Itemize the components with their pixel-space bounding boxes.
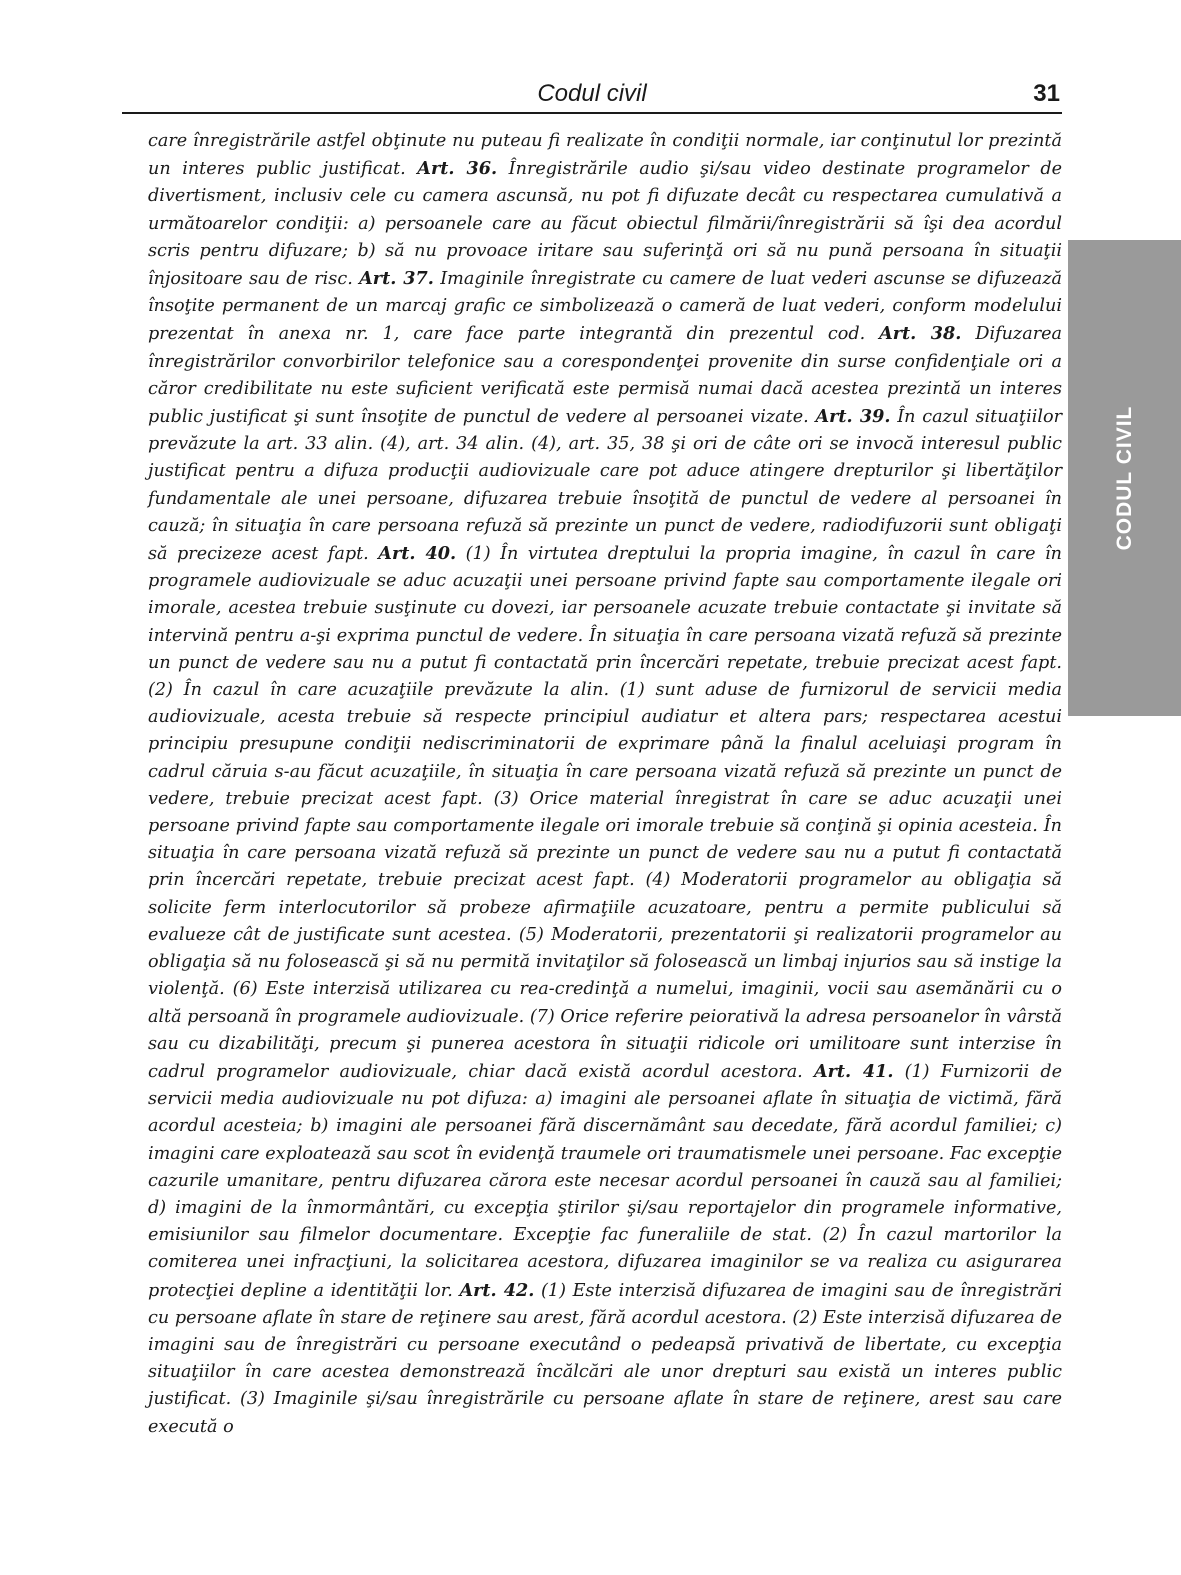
text-segment: Înregistrările audio şi/sau video destinate programelor de divertisment, inclusiv cele cu camera ascunsă, nu pot fi difuzate decât cu respectarea cumulativă a următoarelor condiţii: a) persoanele care au făcut obiectul filmării/înregistrării să îşi dea acordul scris pentru difuzare; b) să nu provoace iritare sau suferinţă ori să nu pună persoana în situaţii înjositoare sau de risc.: [148, 159, 1063, 290]
article-heading: Art. 38.: [879, 323, 962, 345]
text-segment: (1) Furnizorii de servicii media audiovizuale nu pot difuza: a) imagini ale persoanei aflate în situaţia de victimă, fără acordul acesteia; b) imagini ale persoanei fără discernământ sau decedate, fără acordul familiei; c) imagini care exploatează sau scot în evidenţă traumele ori traumatismele unei persoane. Fac excepţie cazurile umanitare, pentru difuzarea cărora este necesar acordul persoanei în cauză sau al familiei; d) imagini de la înmormântări, cu excepţia ştirilor şi/sau reportajelor din programele informative, emisiunilor sau filmelor documentare. Excepţie fac funeraliile de stat. (2) În cazul martorilor la comiterea unei infracţiuni, la solicitarea acestora, difuzarea imaginilor se va realiza cu asigurarea protecţiei depline a identităţii lor.: [148, 1061, 1062, 1301]
text-segment: care înregistrările astfel obţinute nu puteau fi realizate în condiţii normale, iar conţinutul lor prezintă un interes public justificat.: [148, 131, 1062, 180]
text-segment: Difuzarea înregistrărilor convorbirilor telefonice sau a corespondenţei provenite din surse confidenţiale ori a căror credibilitate nu este suficient verificată este permisă numai dacă acestea prezintă un interes public justificat şi sunt însoţite de punctul de vedere al persoanei vizate.: [148, 324, 1063, 428]
article-heading: Art. 41.: [813, 1060, 894, 1082]
article-heading: Art. 37.: [359, 268, 434, 290]
text-segment: În cazul situaţiilor prevăzute la art. 33 alin. (4), art. 34 alin. (4), art. 35, 38 şi ori de câte ori se invocă interesul public justificat pentru a difuza producţii audiovizuale care pot aduce atingere drepturilor şi libertăţilor fundamentale ale unei persoane, difuzarea trebuie însoţită de punctul de vedere al persoanei în cauză; în situaţia în care persoana refuză să prezinte un punct de vedere, radiodifuzorii sunt obligaţi să precizeze acest fapt.: [148, 407, 1062, 565]
header-title: Codul civil: [537, 80, 647, 107]
article-heading: Art. 40.: [378, 543, 457, 565]
side-tab-label: CODUL CIVIL: [1112, 405, 1136, 551]
running-header: [122, 78, 1062, 114]
text-segment: (1) Este interzisă difuzarea de imagini sau de înregistrări cu persoane aflate în stare de reţinere sau arest, fără acordul acestora. (2) Este interzisă difuzarea de imagini sau de înregistrări cu persoane executând o pedeapsă privativă de libertate, cu excepţia situaţiilor în care acestea demonstrează încălcări ale unor drepturi sau există un interes public justificat. (3) Imaginile şi/sau înregistrările cu persoane aflate în stare de reţinere, arest sau care execută o: [148, 1280, 1062, 1437]
side-tab: [1068, 240, 1181, 716]
text-segment: (1) În virtutea dreptului la propria imagine, în cazul în care în programele audiovizuale se aduc acuzaţii unei persoane privind fapte sau comportamente ilegale ori imorale, acestea trebuie susţinute cu dovezi, iar persoanele acuzate trebuie contactate şi invitate să intervină pentru a-şi exprima punctul de vedere. În situaţia în care persoana vizată refuză să prezinte un punct de vedere sau nu a putut fi contactată prin încercări repetate, trebuie precizat acest fapt. (2) În cazul în care acuzaţiile prevăzute la alin. (1) sunt aduse de furnizorul de servicii media audiovizuale, acesta trebuie să respecte principiul audiatur et altera pars; respectarea acestui principiu presupune condiţii nediscriminatorii de exprimare până la finalul aceluiaşi program în cadrul căruia s-au făcut acuzaţiile, în situaţia în care persoana vizată refuză să prezinte un punct de vedere, trebuie precizat acest fapt. (3) Orice material înregistrat în care se aduc acuzaţii unei persoane privind fapte sau comportamente ilegale ori imorale trebuie să conţină şi opinia acesteia. În situaţia în care persoana vizată refuză să prezinte un punct de vedere sau nu a putut fi contactată prin încercări repetate, trebuie precizat acest fapt. (4) Moderatorii programelor au obligaţia să solicite ferm interlocutorilor să probeze afirmaţiile acuzatoare, pentru a permite publicului să evalueze cât de justificate sunt acestea. (5) Moderatorii, prezentatorii şi realizatorii programelor au obligaţia să nu folosească şi să nu permită invitaţilor să folosească un limbaj injurios sau să instige la violenţă. (6) Este interzisă utilizarea cu rea-credinţă a numelui, imaginii, vocii sau asemănării cu o altă persoană în programele audiovizuale. (7) Orice referire peiorativă la adresa persoanelor în vârstă sau cu dizabilităţi, precum şi punerea acestora în situaţii ridicole ori umilitoare sunt interzise în cadrul programelor audiovizuale, chiar dacă există acordul acestora.: [148, 544, 1062, 1082]
article-heading: Art. 36.: [417, 158, 498, 180]
text-segment: Imaginile înregistrate cu camere de luat vederi ascunse se difuzează însoţite permanent de un marcaj grafic ce simbolizează o cameră de luat vederi, conform modelului prezentat în anexa nr. 1, care face parte integrantă din prezentul cod.: [148, 269, 1062, 345]
article-heading: Art. 42.: [459, 1279, 535, 1301]
body-text: [148, 128, 1062, 1441]
page-number: 31: [1033, 80, 1060, 107]
article-heading: Art. 39.: [815, 406, 891, 428]
